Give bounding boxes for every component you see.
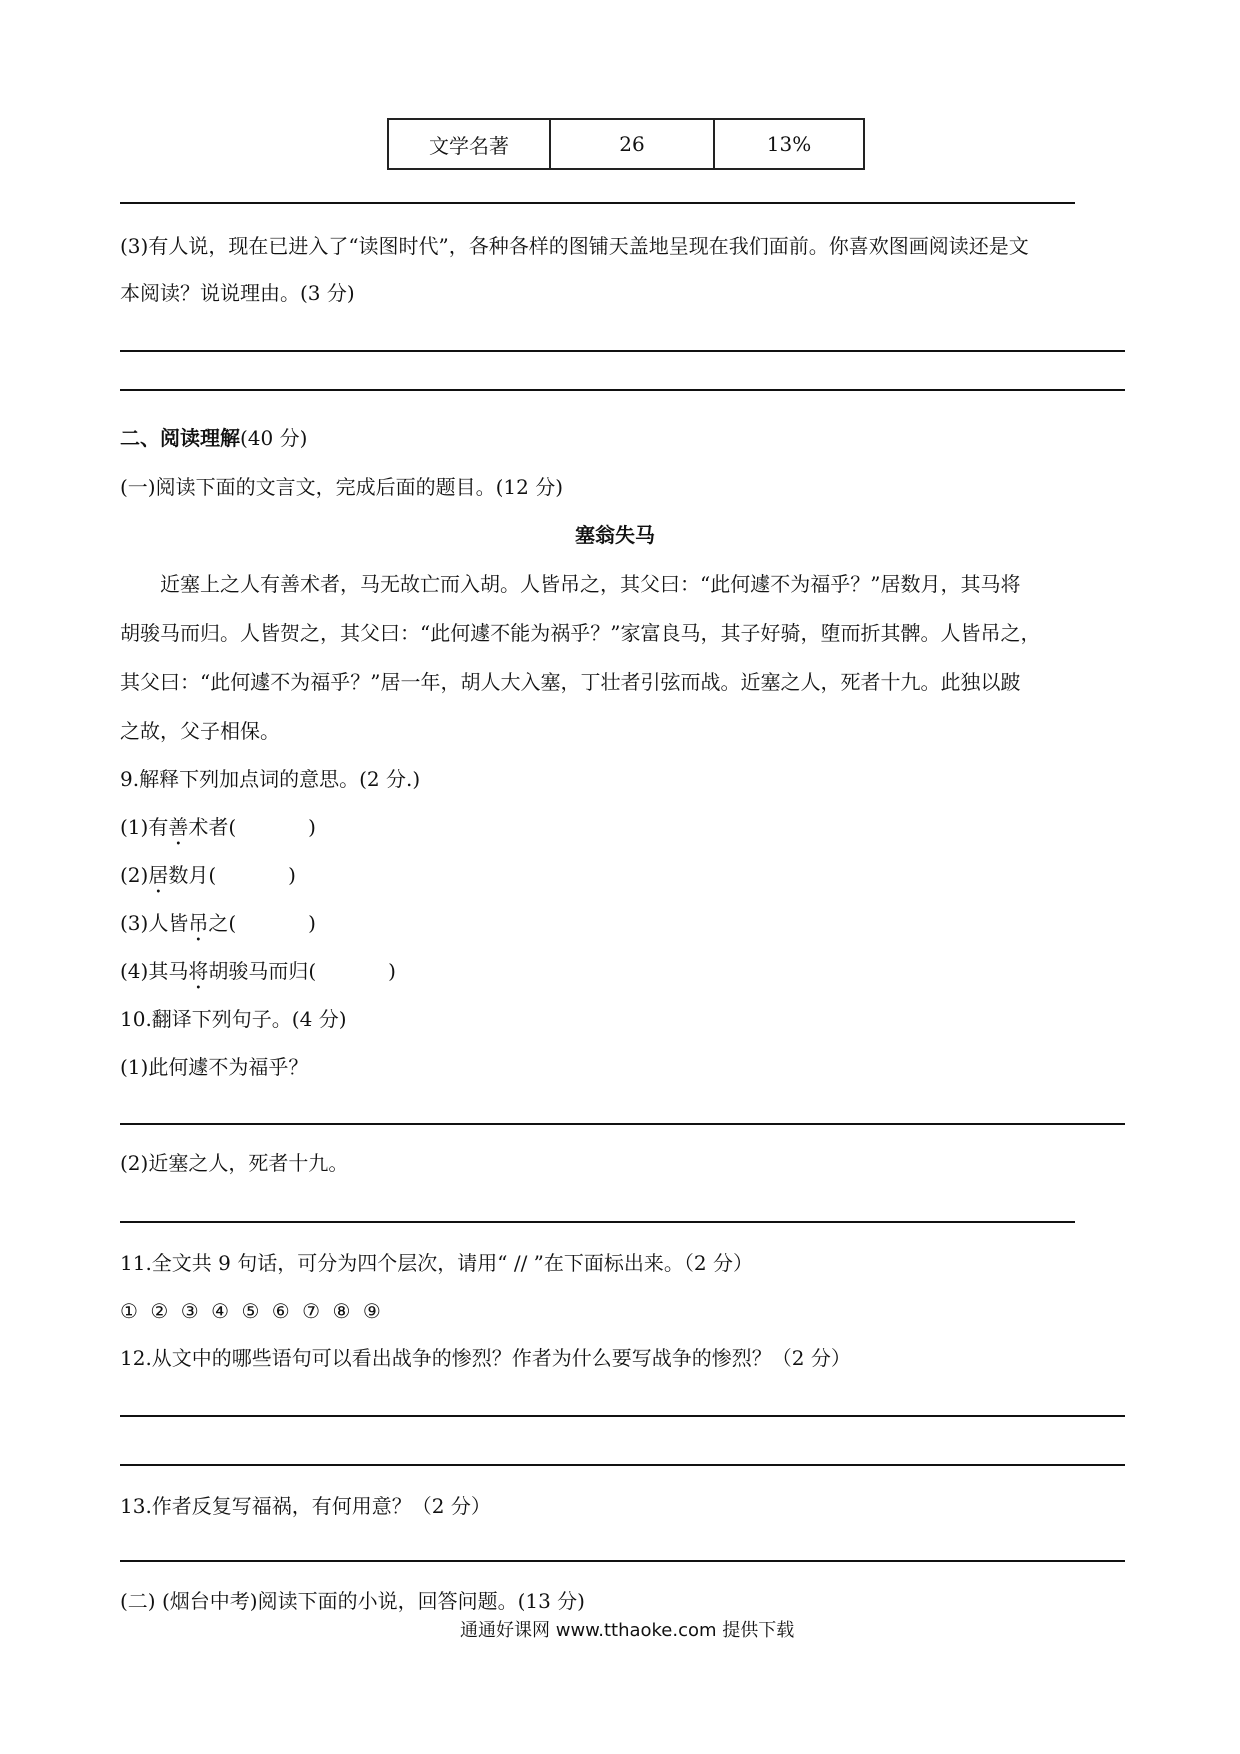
answer-line [120, 350, 1125, 352]
q9-item-dotted-word: 善 [168, 815, 189, 839]
answer-line [120, 389, 1125, 391]
sentence-number: ④ [211, 1299, 230, 1323]
q10-sentence1: (1)此何遽不为福乎？ [120, 1055, 309, 1079]
q9-item-dotted-word: 吊 [188, 911, 209, 935]
sentence-number: ⑥ [271, 1299, 290, 1323]
q9-item-dotted-word: 居 [148, 863, 169, 887]
part2-instruction: (二) (烟台中考)阅读下面的小说，回答问题。(13 分) [120, 1589, 585, 1613]
q10-sentence2: (2)近塞之人，死者十九。 [120, 1151, 349, 1175]
answer-line [120, 1221, 1075, 1223]
stats-table [387, 118, 865, 170]
sentence-number: ⑤ [241, 1299, 260, 1323]
q9-item-prefix: (4)其马 [120, 959, 189, 983]
sentence-number: ② [150, 1299, 169, 1323]
q9-item [120, 911, 316, 946]
sentence-number-list [120, 1301, 387, 1321]
q3-line2: 本阅读？说说理由。(3 分) [120, 281, 355, 305]
q9-item [120, 815, 316, 850]
q9-item-prefix: (3)人皆 [120, 911, 189, 935]
q9-item-prefix: (1)有 [120, 815, 169, 839]
q9-item-suffix: 胡骏马而归( [208, 959, 317, 983]
section-title [120, 428, 307, 448]
q9-item-suffix: 之( [208, 911, 237, 935]
q3-line1: (3)有人说，现在已进入了“读图时代”，各种各样的图铺天盖地呈现在我们面前。你喜欢图画阅读还是文 [120, 234, 1029, 258]
sentence-number: ⑦ [302, 1299, 321, 1323]
section-title-score: (40 分) [240, 426, 308, 450]
q9-item [120, 863, 296, 898]
section-title-label: 二、阅读理解 [120, 426, 240, 450]
passage-line3: 其父曰：“此何遽不为福乎？”居一年，胡人大入塞，丁壮者引弦而战。近塞之人，死者十九。此独以跛 [120, 670, 1021, 694]
sentence-number: ⑧ [332, 1299, 351, 1323]
answer-line [120, 1560, 1125, 1562]
q9-item-suffix: 术者( [188, 815, 237, 839]
q9-item-close: ) [308, 911, 316, 935]
table-row [388, 119, 864, 169]
passage-title: 塞翁失马 [575, 523, 655, 547]
table-cell-percent: 13% [714, 119, 864, 169]
q9-title: 9.解释下列加点词的意思。(2 分.) [120, 767, 421, 791]
passage-line1: 近塞上之人有善术者，马无故亡而入胡。人皆吊之，其父曰：“此何遽不为福乎？”居数月，其马将 [160, 572, 1021, 596]
answer-line [120, 1415, 1125, 1417]
answer-line [120, 1464, 1125, 1466]
sentence-number: ⑨ [362, 1299, 381, 1323]
q9-item-close: ) [288, 863, 296, 887]
q12-title: 12.从文中的哪些语句可以看出战争的惨烈？作者为什么要写战争的惨烈？（2 分） [120, 1346, 851, 1370]
q9-item-close: ) [308, 815, 316, 839]
answer-line [120, 1123, 1125, 1125]
q9-item-close: ) [388, 959, 396, 983]
passage-line2: 胡骏马而归。人皆贺之，其父曰：“此何遽不能为祸乎？”家富良马，其子好骑，堕而折其髀。人皆吊之， [120, 621, 1041, 645]
passage-line4: 之故，父子相保。 [120, 719, 280, 743]
sentence-number: ③ [180, 1299, 199, 1323]
q10-title: 10.翻译下列句子。(4 分) [120, 1007, 347, 1031]
answer-line [120, 202, 1075, 204]
q9-item-prefix: (2) [120, 863, 149, 887]
table-cell-count: 26 [550, 119, 714, 169]
q9-item-dotted-word: 将 [188, 959, 209, 983]
q11-title: 11.全文共 9 句话，可分为四个层次，请用“ // ”在下面标出来。（2 分） [120, 1251, 753, 1275]
q9-item-suffix: 数月( [168, 863, 217, 887]
footer-text: 通通好课网 www.tthaoke.com 提供下载 [460, 1620, 795, 1641]
part1-instruction: (一)阅读下面的文言文，完成后面的题目。(12 分) [120, 475, 564, 499]
q13-title: 13.作者反复写福祸，有何用意？（2 分） [120, 1494, 491, 1518]
table-cell-category: 文学名著 [388, 119, 550, 169]
sentence-number: ① [120, 1299, 138, 1323]
q9-item [120, 959, 396, 994]
